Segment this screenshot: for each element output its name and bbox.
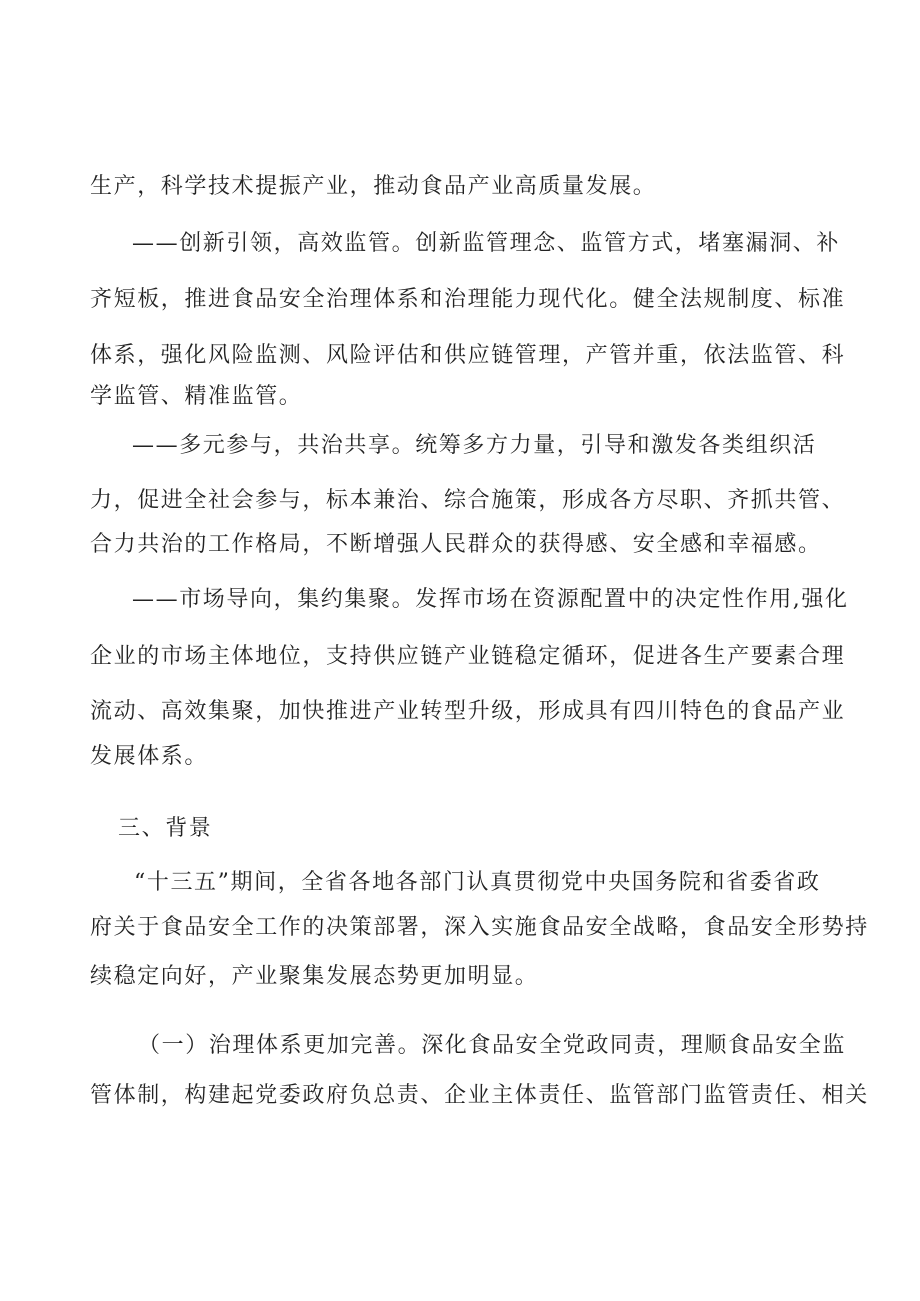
text-line: ——创新引领，高效监管。创新监管理念、监管方式，堵塞漏洞、补 [132, 231, 841, 256]
text-line: 齐短板，推进食品安全治理体系和治理能力现代化。健全法规制度、标准 [90, 287, 846, 312]
text-line: 合力共治的工作格局，不断增强人民群众的获得感、安全感和幸福感。 [90, 532, 822, 557]
text-line: 续稳定向好，产业聚集发展态势更加明显。 [90, 964, 539, 989]
text-line: ——市场导向，集约集聚。发挥市场在资源配置中的决定性作用,强化 [132, 587, 849, 612]
section-heading: 三、背景 [118, 816, 213, 841]
text-line: 流动、高效集聚，加快推进产业转型升级，形成具有四川特色的食品产业 [90, 699, 846, 724]
text-line: 生产，科学技术提振产业，推动食品产业高质量发展。 [90, 174, 657, 199]
text-line: 发展体系。 [90, 744, 209, 769]
text-line: 体系，强化风险监测、风险评估和供应链管理，产管并重，依法监管、科 [90, 343, 846, 368]
text-line: （一）治理体系更加完善。深化食品安全党政同责，理顺食品安全监 [138, 1033, 847, 1058]
text-line: 学监管、精准监管。 [90, 384, 303, 409]
text-line: 府关于食品安全工作的决策部署，深入实施食品安全战略，食品安全形势持 [90, 915, 869, 940]
text-line: 力，促进全社会参与，标本兼治、综合施策，形成各方尽职、齐抓共管、 [90, 488, 846, 513]
text-line: 管体制，构建起党委政府负总责、企业主体责任、监管部门监管责任、相关 [90, 1083, 869, 1108]
text-line: “十三五”期间，全省各地各部门认真贯彻党中央国务院和省委省政 [134, 870, 821, 895]
text-line: ——多元参与，共治共享。统筹多方力量，引导和激发各类组织活 [132, 433, 817, 458]
text-line: 企业的市场主体地位，支持供应链产业链稳定循环，促进各生产要素合理 [90, 644, 846, 669]
